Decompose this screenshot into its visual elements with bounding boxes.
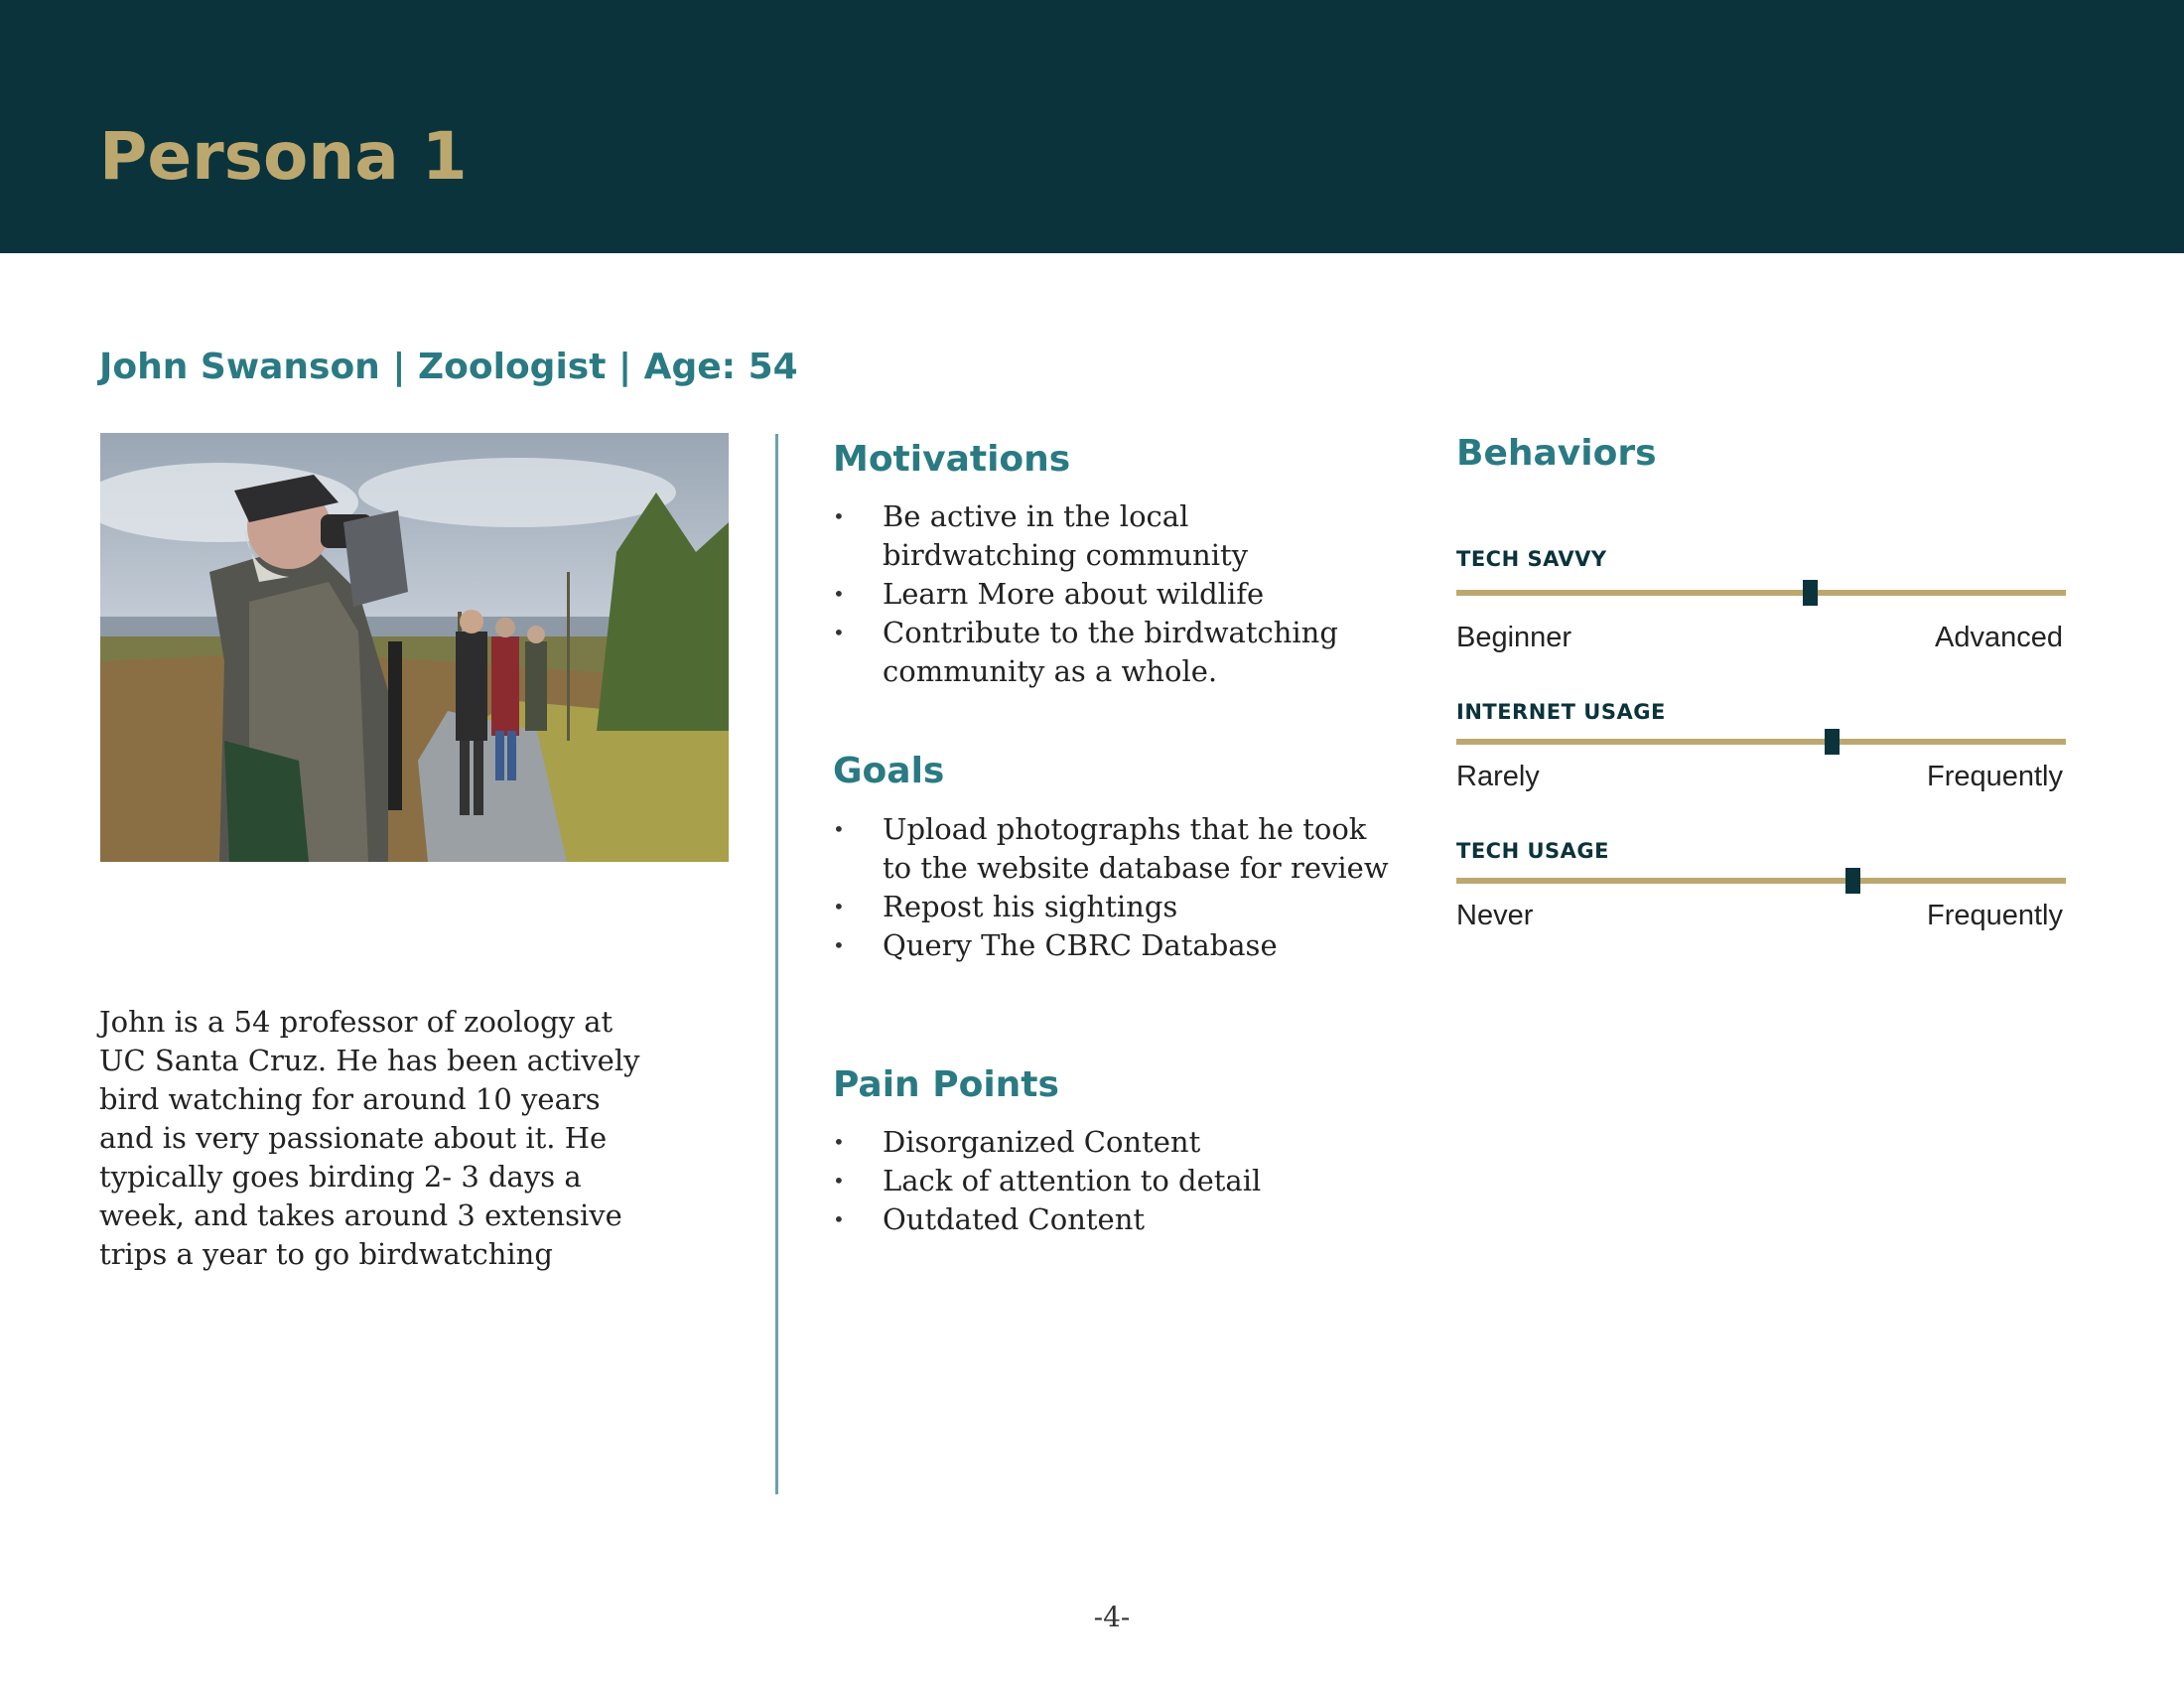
tech-usage-max-label: Frequently <box>1926 900 2063 931</box>
page-title: Persona 1 <box>99 118 468 195</box>
tech-savvy-slider <box>1456 590 2066 596</box>
list-item: • Disorganized Content <box>833 1123 1389 1162</box>
motivations-list <box>833 497 1389 691</box>
behaviors-heading: Behaviors <box>1456 433 1657 474</box>
page-header <box>0 0 2184 253</box>
tech-usage-min-label: Never <box>1456 900 1534 931</box>
persona-bio: John is a 54 professor of zoology at UC Santa Cruz. He has been actively bird watching for around 10 years and is very passionate about it. He typically goes birding 2- 3 days a week, and takes around 3 extensive trips a year to go birdwatching <box>99 1005 640 1271</box>
tech-savvy-max-label: Advanced <box>1935 622 2063 653</box>
list-item: • Contribute to the birdwatching community as a whole. <box>833 614 1389 691</box>
page-number: -4- <box>1093 1601 1131 1633</box>
list-item: • Upload photographs that he took to the website database for review <box>833 810 1389 888</box>
column-divider <box>775 434 778 1494</box>
tech-savvy-knob <box>1803 580 1818 606</box>
internet-usage-max-label: Frequently <box>1926 761 2063 792</box>
internet-usage-label: INTERNET USAGE <box>1456 700 1666 724</box>
pain-points-list <box>833 1123 1389 1239</box>
persona-photo <box>100 433 729 862</box>
tech-usage-knob <box>1845 868 1860 894</box>
tech-usage-label: TECH USAGE <box>1456 839 1609 863</box>
internet-usage-slider <box>1456 739 2066 745</box>
pain-points-heading: Pain Points <box>833 1064 1059 1105</box>
list-item: • Lack of attention to detail <box>833 1162 1389 1200</box>
list-item: • Learn More about wildlife <box>833 575 1389 614</box>
internet-usage-min-label: Rarely <box>1456 761 1540 792</box>
goals-list <box>833 810 1389 965</box>
tech-savvy-min-label: Beginner <box>1456 622 1572 653</box>
list-item: • Query The CBRC Database <box>833 926 1389 965</box>
list-item: • Be active in the local birdwatching community <box>833 497 1389 575</box>
goals-heading: Goals <box>833 751 945 791</box>
internet-usage-knob <box>1825 729 1840 755</box>
tech-usage-slider <box>1456 878 2066 884</box>
tech-savvy-label: TECH SAVVY <box>1456 547 1607 571</box>
persona-subtitle: John Swanson | Zoologist | Age: 54 <box>99 347 798 387</box>
list-item: • Outdated Content <box>833 1200 1389 1239</box>
motivations-heading: Motivations <box>833 439 1071 480</box>
list-item: • Repost his sightings <box>833 888 1389 926</box>
